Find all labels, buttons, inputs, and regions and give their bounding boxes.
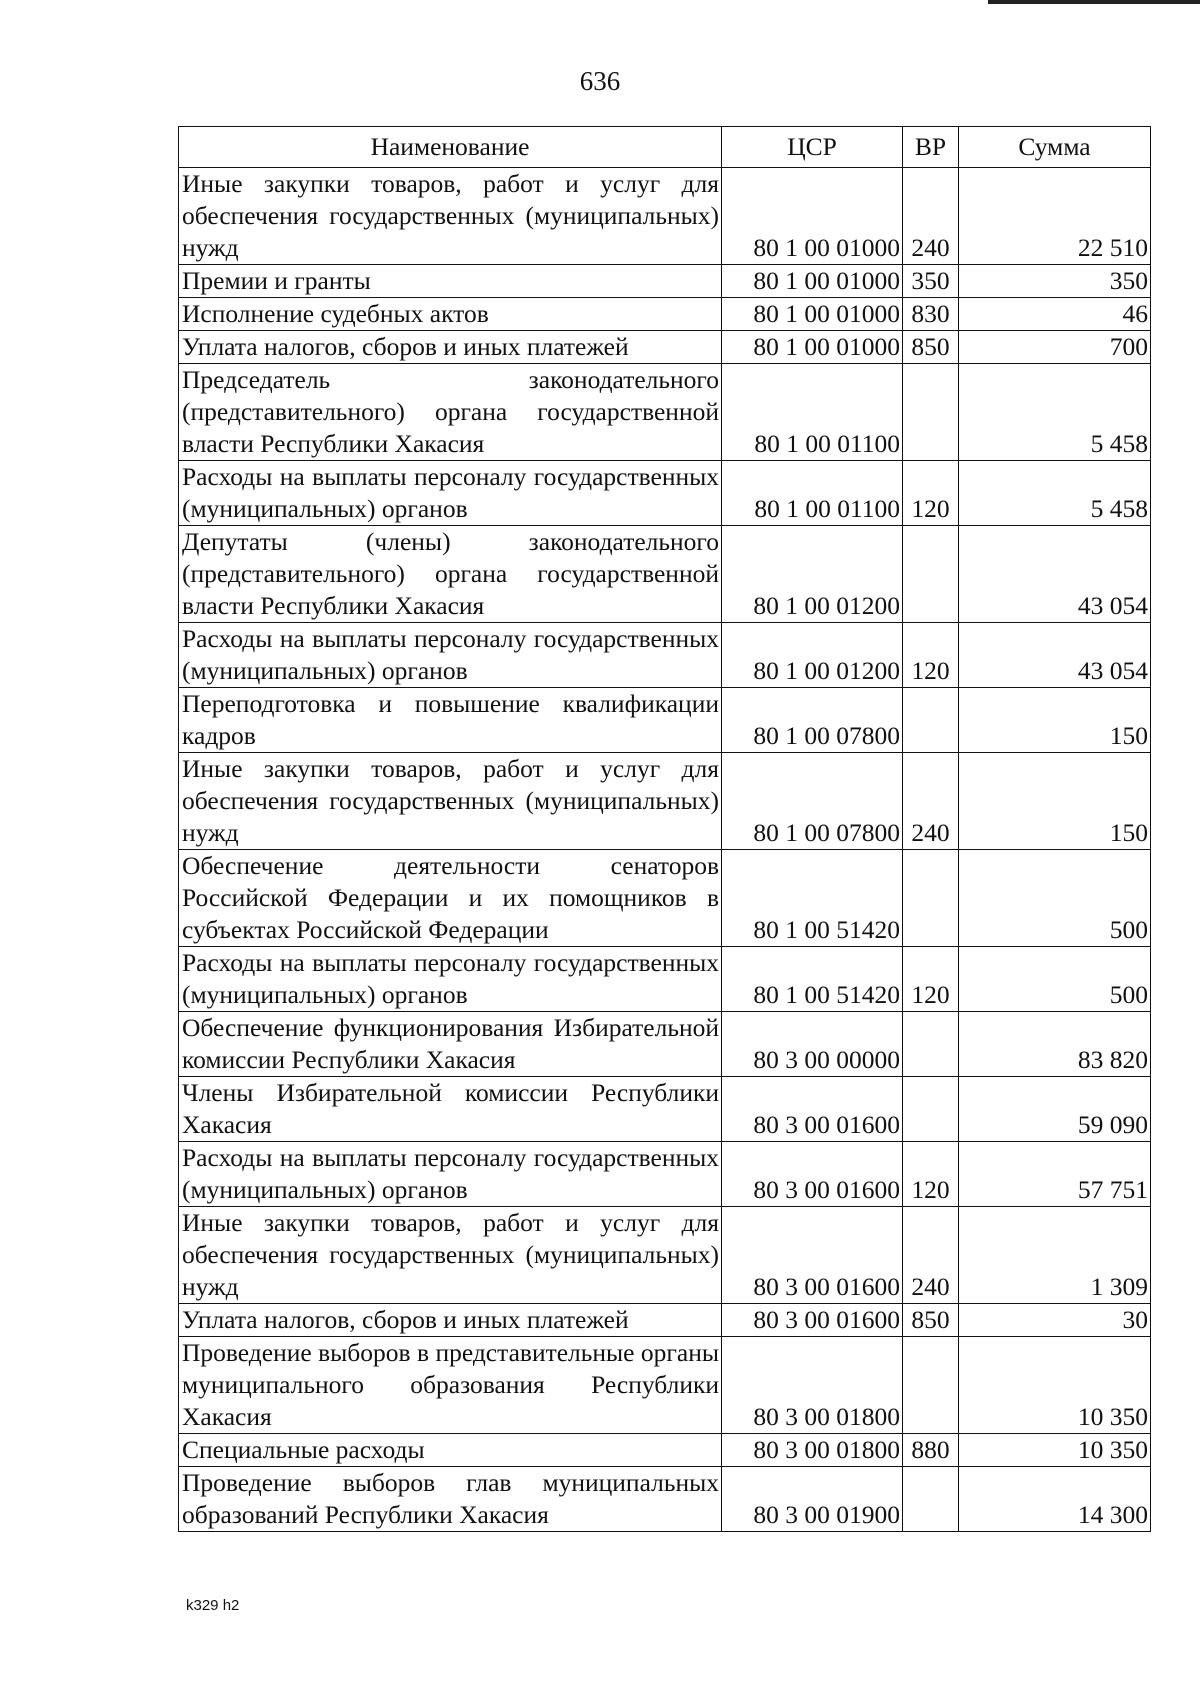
row-vr-cell	[903, 364, 959, 461]
row-sum-cell: 46	[959, 298, 1151, 331]
row-vr-cell	[903, 1077, 959, 1142]
row-sum-cell: 43 054	[959, 623, 1151, 688]
row-vr-cell: 880	[903, 1434, 959, 1467]
table-row	[179, 850, 1151, 947]
row-vr-cell	[903, 1337, 959, 1434]
row-sum-cell: 57 751	[959, 1142, 1151, 1207]
row-csr-cell: 80 3 00 00000	[722, 1012, 903, 1077]
row-name-cell: Проведение выборов в представительные органы муниципального образования Республики Хакасия	[179, 1337, 722, 1434]
row-csr-cell: 80 3 00 01600	[722, 1077, 903, 1142]
row-vr-cell: 240	[903, 753, 959, 850]
row-vr-cell	[903, 1467, 959, 1532]
row-vr-cell: 120	[903, 1142, 959, 1207]
row-sum-cell: 5 458	[959, 461, 1151, 526]
table-row	[179, 265, 1151, 298]
table-row	[179, 1012, 1151, 1077]
row-name-cell: Расходы на выплаты персоналу государственных (муниципальных) органов	[179, 623, 722, 688]
row-vr-cell	[903, 1012, 959, 1077]
row-csr-cell: 80 1 00 07800	[722, 753, 903, 850]
row-name-cell: Председатель законодательного (представительного) органа государственной власти Республики Хакасия	[179, 364, 722, 461]
row-csr-cell: 80 1 00 01100	[722, 461, 903, 526]
table-row	[179, 331, 1151, 364]
row-sum-cell: 350	[959, 265, 1151, 298]
table-row	[179, 168, 1151, 265]
row-vr-cell	[903, 850, 959, 947]
row-sum-cell: 150	[959, 753, 1151, 850]
row-csr-cell: 80 3 00 01800	[722, 1337, 903, 1434]
row-name-cell: Уплата налогов, сборов и иных платежей	[179, 331, 722, 364]
header-name: Наименование	[179, 127, 722, 168]
row-vr-cell: 850	[903, 1304, 959, 1337]
row-sum-cell: 700	[959, 331, 1151, 364]
table-row	[179, 1337, 1151, 1434]
table-row	[179, 1304, 1151, 1337]
row-name-cell: Иные закупки товаров, работ и услуг для обеспечения государственных (муниципальных) нужд	[179, 168, 722, 265]
row-sum-cell: 22 510	[959, 168, 1151, 265]
table-row	[179, 1434, 1151, 1467]
row-sum-cell: 5 458	[959, 364, 1151, 461]
table-body	[179, 168, 1151, 1532]
row-csr-cell: 80 1 00 01100	[722, 364, 903, 461]
row-name-cell: Исполнение судебных актов	[179, 298, 722, 331]
row-name-cell: Обеспечение деятельности сенаторов Российской Федерации и их помощников в субъектах Российской Федерации	[179, 850, 722, 947]
row-sum-cell: 59 090	[959, 1077, 1151, 1142]
scan-edge-mark	[988, 0, 1200, 4]
header-csr: ЦСР	[722, 127, 903, 168]
row-name-cell: Переподготовка и повышение квалификации кадров	[179, 688, 722, 753]
row-name-cell: Уплата налогов, сборов и иных платежей	[179, 1304, 722, 1337]
footer-code: k329 h2	[186, 1597, 240, 1614]
row-vr-cell	[903, 526, 959, 623]
table-row	[179, 1467, 1151, 1532]
row-name-cell: Депутаты (члены) законодательного (представительного) органа государственной власти Республики Хакасия	[179, 526, 722, 623]
table-row	[179, 1207, 1151, 1304]
row-csr-cell: 80 3 00 01600	[722, 1304, 903, 1337]
row-csr-cell: 80 3 00 01900	[722, 1467, 903, 1532]
row-vr-cell: 240	[903, 168, 959, 265]
row-csr-cell: 80 1 00 01200	[722, 623, 903, 688]
row-sum-cell: 10 350	[959, 1337, 1151, 1434]
row-name-cell: Иные закупки товаров, работ и услуг для обеспечения государственных (муниципальных) нужд	[179, 753, 722, 850]
row-name-cell: Иные закупки товаров, работ и услуг для обеспечения государственных (муниципальных) нужд	[179, 1207, 722, 1304]
table-header-row	[179, 127, 1151, 168]
budget-table	[178, 126, 1151, 1532]
row-name-cell: Обеспечение функционирования Избирательной комиссии Республики Хакасия	[179, 1012, 722, 1077]
row-csr-cell: 80 1 00 07800	[722, 688, 903, 753]
row-name-cell: Премии и гранты	[179, 265, 722, 298]
row-vr-cell: 120	[903, 623, 959, 688]
table-row	[179, 753, 1151, 850]
row-sum-cell: 500	[959, 850, 1151, 947]
row-name-cell: Члены Избирательной комиссии Республики Хакасия	[179, 1077, 722, 1142]
table-row	[179, 526, 1151, 623]
row-sum-cell: 43 054	[959, 526, 1151, 623]
row-vr-cell: 240	[903, 1207, 959, 1304]
row-sum-cell: 1 309	[959, 1207, 1151, 1304]
row-csr-cell: 80 1 00 01000	[722, 265, 903, 298]
row-sum-cell: 10 350	[959, 1434, 1151, 1467]
row-csr-cell: 80 1 00 01000	[722, 168, 903, 265]
row-csr-cell: 80 3 00 01600	[722, 1207, 903, 1304]
table-row	[179, 947, 1151, 1012]
header-vr: ВР	[903, 127, 959, 168]
table-row	[179, 298, 1151, 331]
row-vr-cell: 350	[903, 265, 959, 298]
row-vr-cell: 120	[903, 947, 959, 1012]
table-row	[179, 623, 1151, 688]
row-csr-cell: 80 1 00 01200	[722, 526, 903, 623]
row-sum-cell: 83 820	[959, 1012, 1151, 1077]
table-row	[179, 1142, 1151, 1207]
row-csr-cell: 80 1 00 01000	[722, 298, 903, 331]
row-csr-cell: 80 1 00 51420	[722, 947, 903, 1012]
row-name-cell: Проведение выборов глав муниципальных образований Республики Хакасия	[179, 1467, 722, 1532]
page-number: 636	[579, 66, 621, 96]
table-row	[179, 461, 1151, 526]
row-sum-cell: 14 300	[959, 1467, 1151, 1532]
row-name-cell: Специальные расходы	[179, 1434, 722, 1467]
header-sum: Сумма	[959, 127, 1151, 168]
table-row	[179, 688, 1151, 753]
row-name-cell: Расходы на выплаты персоналу государственных (муниципальных) органов	[179, 947, 722, 1012]
row-vr-cell: 120	[903, 461, 959, 526]
row-csr-cell: 80 3 00 01600	[722, 1142, 903, 1207]
row-sum-cell: 500	[959, 947, 1151, 1012]
row-vr-cell: 830	[903, 298, 959, 331]
row-vr-cell: 850	[903, 331, 959, 364]
row-vr-cell	[903, 688, 959, 753]
table-row	[179, 364, 1151, 461]
table-row	[179, 1077, 1151, 1142]
row-sum-cell: 30	[959, 1304, 1151, 1337]
row-csr-cell: 80 1 00 01000	[722, 331, 903, 364]
row-name-cell: Расходы на выплаты персоналу государственных (муниципальных) органов	[179, 1142, 722, 1207]
row-name-cell: Расходы на выплаты персоналу государственных (муниципальных) органов	[179, 461, 722, 526]
row-sum-cell: 150	[959, 688, 1151, 753]
row-csr-cell: 80 3 00 01800	[722, 1434, 903, 1467]
row-csr-cell: 80 1 00 51420	[722, 850, 903, 947]
